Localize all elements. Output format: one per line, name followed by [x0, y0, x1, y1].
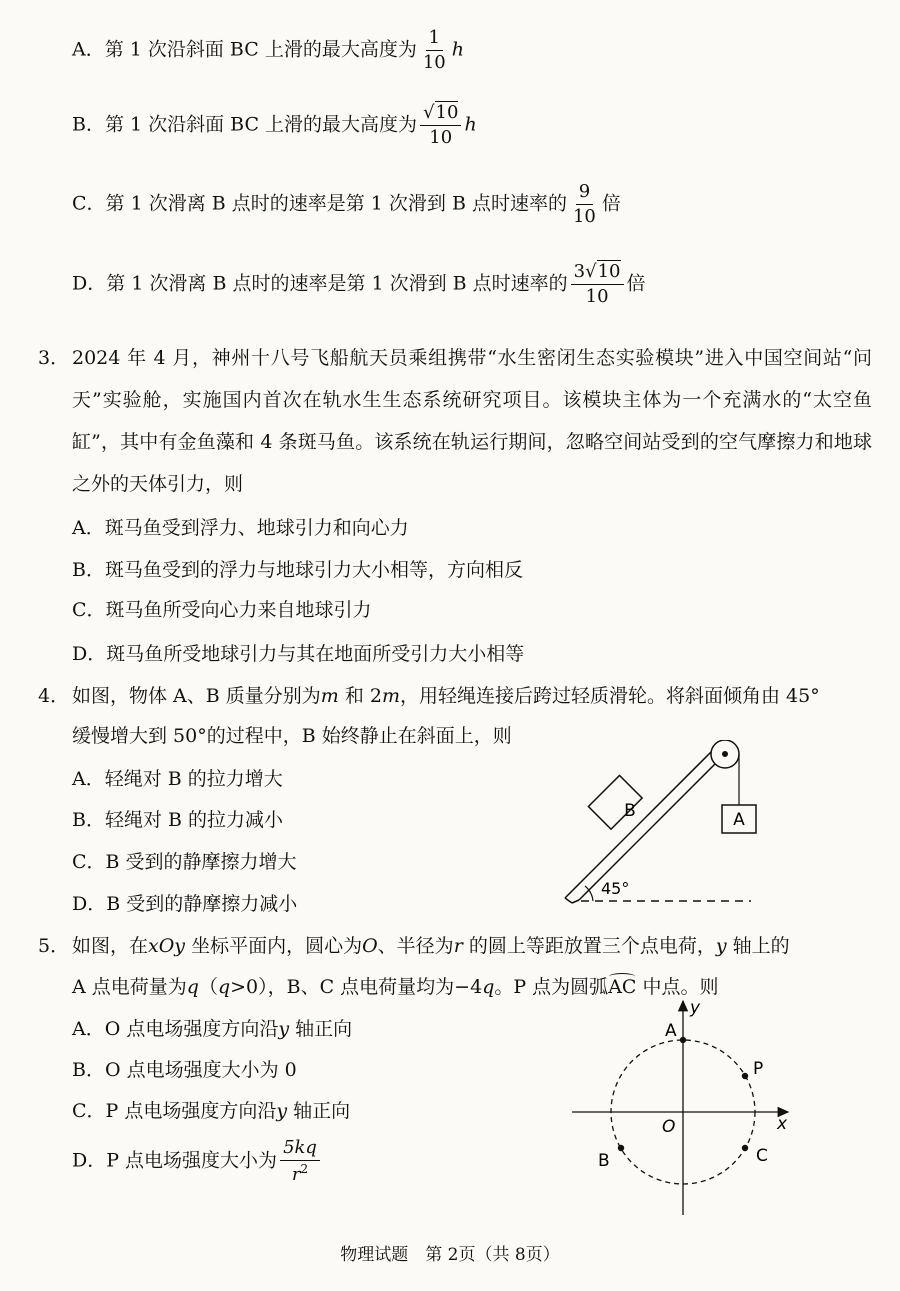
point-p	[742, 1073, 748, 1079]
q4-stem: 如图，物体 A、B 质量分别为m 和 2m，用轻绳连接后跨过轻质滑轮。将斜面倾角由 45°	[72, 685, 820, 707]
q3-option-a: A．斑马鱼受到浮力、地球引力和向心力	[72, 517, 409, 539]
q4-option-d: D．B 受到的静摩擦力减小	[72, 893, 298, 915]
q5-stem: 如图，在xOy 坐标平面内，圆心为O、半径为r 的圆上等距放置三个点电荷，y 轴上的	[72, 935, 790, 957]
fraction: $\frac{1}{10}$	[422, 27, 446, 73]
q5-option-b: B．O 点电场强度大小为 0	[72, 1059, 297, 1081]
q5-option-a: A．O 点电场强度方向沿y 轴正向	[72, 1018, 353, 1040]
charge-circle-diagram	[570, 995, 800, 1220]
fraction: $\frac{3√10}{10}$	[571, 262, 624, 307]
label-y: y	[690, 998, 701, 1018]
q4-option-c: C．B 受到的静摩擦力增大	[72, 851, 297, 873]
q3-option-b: B．斑马鱼受到的浮力与地球引力大小相等，方向相反	[72, 559, 523, 581]
q2-option-c: C．第 1 次滑离 B 点时的速率是第 1 次滑到 B 点时速率的 $\frac{9}{10}$ 倍	[72, 181, 621, 227]
label-a: A	[665, 1021, 677, 1041]
q5-option-c: C．P 点电场强度方向沿y 轴正向	[72, 1100, 351, 1122]
block-b-label: B	[624, 801, 636, 821]
q4-option-a: A．轻绳对 B 的拉力增大	[72, 768, 283, 790]
incline-pulley-diagram	[555, 740, 785, 915]
q5-stem-line2: A 点电荷量为q（q>0），B、C 点电荷量均为−4q。P 点为圆弧AC 中点。则	[72, 976, 719, 998]
charge-b	[618, 1145, 624, 1151]
q3-stem: 2024 年 4 月，神州十八号飞船航天员乘组携带“水生密闭生态实验模块”进入中国空间站“问天”实验舱，实施国内首次在轨水生生态系统研究项目。该模块主体为一个充满水的“太空鱼缸”，其中有金鱼藻和 4 条斑马鱼。该系统在轨运行期间，忽略空间站受到的空气摩擦力和地球之外的天体引力，则	[72, 347, 872, 495]
fraction: $\frac{9}{10}$	[572, 181, 596, 227]
q5-option-d: D．P 点电场强度大小为 $\frac{5kq}{r^2}$	[72, 1138, 323, 1185]
page-footer: 物理试题 第 2页（共 8页）	[340, 1245, 560, 1265]
label-x: x	[777, 1114, 788, 1134]
q4-option-b: B．轻绳对 B 的拉力减小	[72, 809, 284, 831]
q5-number: 5．	[38, 935, 70, 957]
q2-option-d: D．第 1 次滑离 B 点时的速率是第 1 次滑到 B 点时速率的 $\frac{3√10}{10}$ 倍	[72, 261, 646, 307]
arc-ac: AC	[608, 976, 637, 998]
label-b: B	[598, 1151, 610, 1171]
label-o: O	[662, 1117, 676, 1137]
fraction: $\frac{5kq}{r^2}$	[280, 1138, 320, 1185]
charge-a	[680, 1037, 686, 1043]
q2-option-b: B．第 1 次沿斜面 BC 上滑的最大高度为 $\frac{√10}{10}$ h	[72, 102, 477, 148]
block-a-label: A	[733, 810, 745, 830]
charge-c	[742, 1145, 748, 1151]
fraction: $\frac{√10}{10}$	[420, 103, 461, 148]
q3-number: 3．	[38, 347, 70, 369]
angle-label: 45°	[601, 879, 630, 898]
q3-option-c: C．斑马鱼所受向心力来自地球引力	[72, 599, 372, 621]
q2-option-a: A．第 1 次沿斜面 BC 上滑的最大高度为 $\frac{1}{10}$ h	[72, 27, 464, 73]
q3-option-d: D．斑马鱼所受地球引力与其在地面所受引力大小相等	[72, 643, 525, 665]
q4-stem-line2: 缓慢增大到 50°的过程中，B 始终静止在斜面上，则	[72, 725, 512, 747]
label-p: P	[753, 1059, 764, 1079]
label-c: C	[756, 1146, 768, 1166]
q4-number: 4．	[38, 685, 70, 707]
